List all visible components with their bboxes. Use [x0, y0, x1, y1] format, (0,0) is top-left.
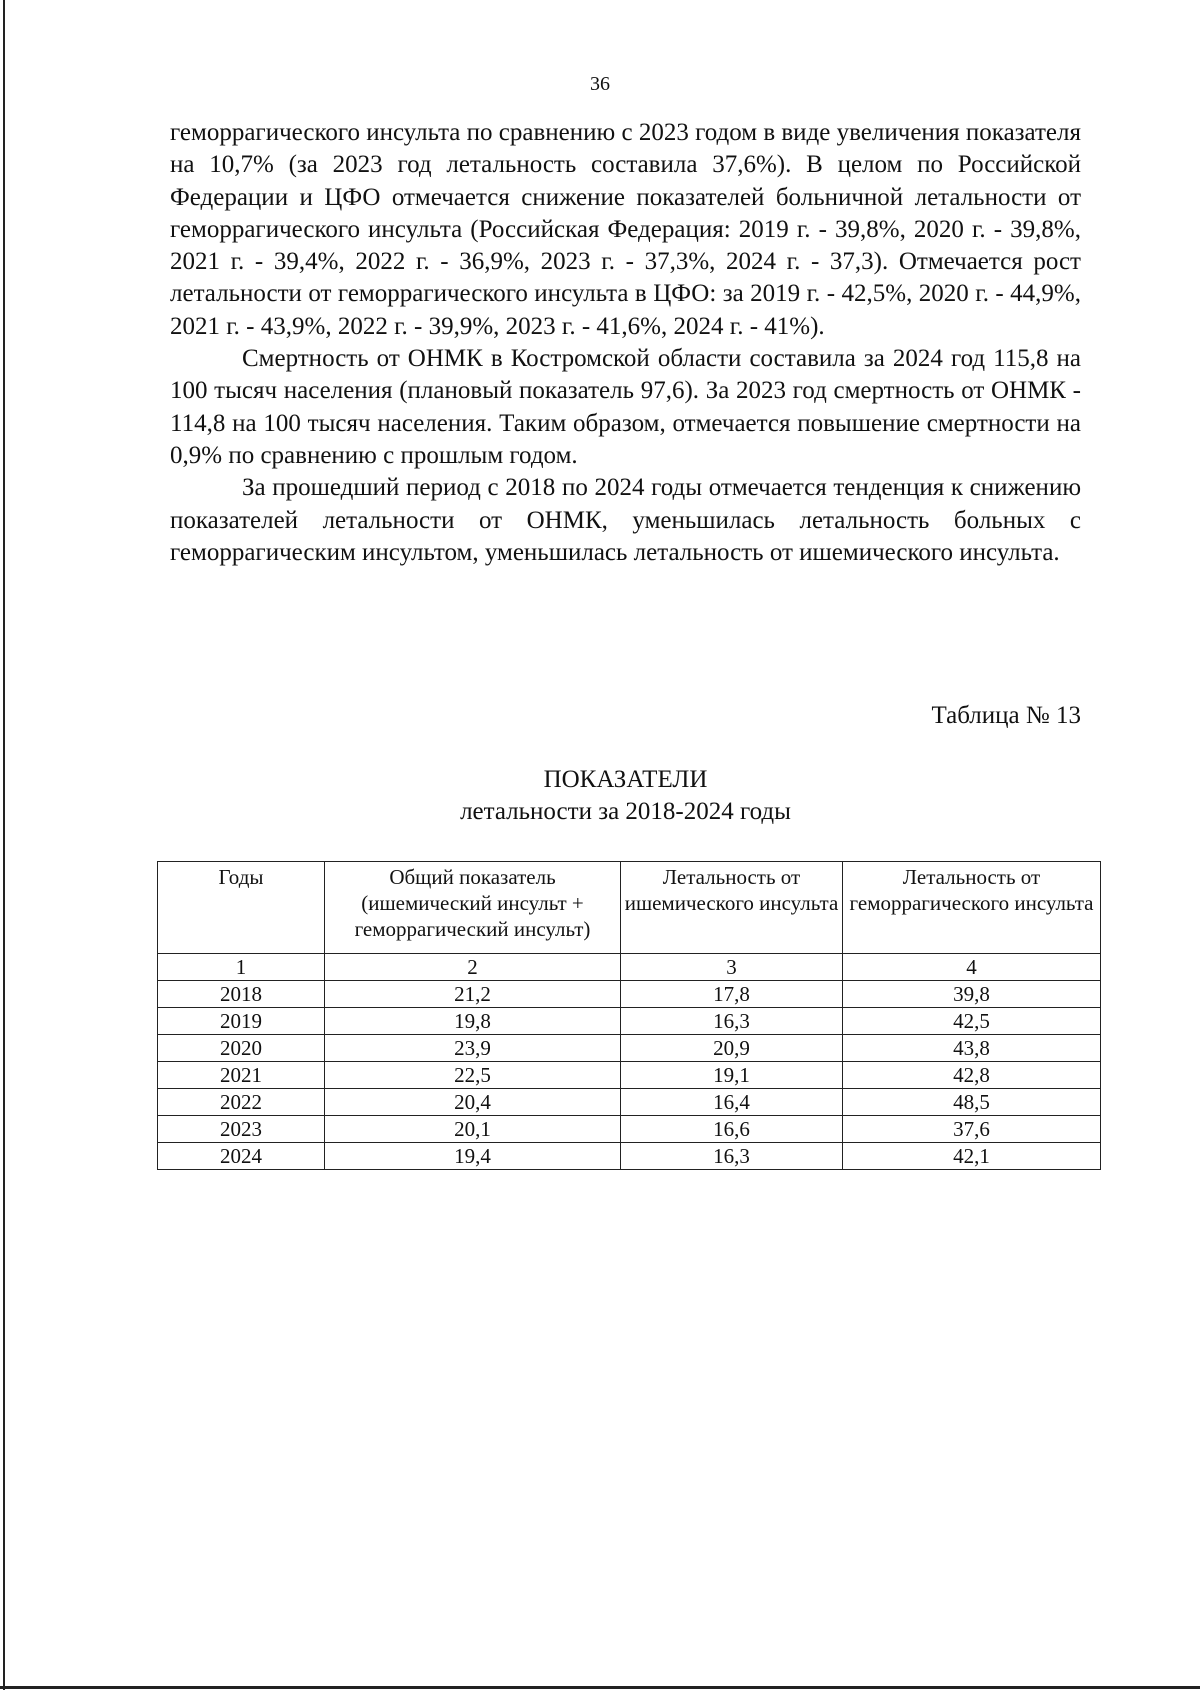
cell-ischemic: 20,9 [621, 1035, 843, 1062]
header-ischemic: Летальность от ишемического инсульта [621, 862, 843, 954]
body-text [170, 117, 1081, 569]
cell-ischemic: 17,8 [621, 981, 843, 1008]
cell-overall: 22,5 [325, 1062, 621, 1089]
table-subtitle: летальности за 2018-2024 годы [460, 798, 791, 825]
cell-overall: 23,9 [325, 1035, 621, 1062]
column-number-row [158, 954, 1101, 981]
paragraph-mortality: Смертность от ОНМК в Костромской области составила за 2024 год 115,8 на 100 тысяч населения (плановый показатель 97,6). За 2023 год смертность от ОНМК - 114,8 на 100 тысяч населения. Таким образом, отмечается повышение смертности на 0,9% по сравнению с прошлым годом. [170, 345, 1081, 469]
column-number: 4 [843, 954, 1101, 981]
column-number: 3 [621, 954, 843, 981]
cell-year: 2022 [158, 1089, 325, 1116]
column-number: 1 [158, 954, 325, 981]
cell-year: 2021 [158, 1062, 325, 1089]
page-number: 36 [590, 73, 610, 95]
cell-hemorrhagic: 42,1 [843, 1143, 1101, 1170]
table-title: ПОКАЗАТЕЛИ [543, 766, 708, 793]
column-number: 2 [325, 954, 621, 981]
table-row [158, 1008, 1101, 1035]
cell-year: 2024 [158, 1143, 325, 1170]
cell-year: 2018 [158, 981, 325, 1008]
cell-ischemic: 16,6 [621, 1116, 843, 1143]
cell-ischemic: 19,1 [621, 1062, 843, 1089]
scan-edge-left [3, 0, 5, 1690]
cell-ischemic: 16,4 [621, 1089, 843, 1116]
cell-overall: 20,4 [325, 1089, 621, 1116]
cell-ischemic: 16,3 [621, 1143, 843, 1170]
header-overall: Общий показатель (ишемический инсульт + геморрагический инсульт) [325, 862, 621, 954]
cell-hemorrhagic: 48,5 [843, 1089, 1101, 1116]
header-hemorrhagic: Летальность от геморрагического инсульта [843, 862, 1101, 954]
cell-hemorrhagic: 39,8 [843, 981, 1101, 1008]
cell-overall: 19,8 [325, 1008, 621, 1035]
scan-edge-bottom [0, 1686, 1200, 1689]
paragraph-continuation: геморрагического инсульта по сравнению с 2023 годом в виде увеличения показателя на 10,7% (за 2023 год летальность составила 37,6%). В целом по Российской Федерации и ЦФО отмечается снижение показателей больничной летальности от геморрагического инсульта (Российская Федерация: 2019 г. - 39,8%, 2020 г. - 39,8%, 2021 г. - 39,4%, 2022 г. - 36,9%, 2023 г. - 37,3%, 2024 г. - 37,3). Отмечается рост летальности от геморрагического инсульта в ЦФО: за 2019 г. - 42,5%, 2020 г. - 44,9%, 2021 г. - 43,9%, 2022 г. - 39,9%, 2023 г. - 41,6%, 2024 г. - 41%). [170, 119, 1081, 340]
table-row [158, 1035, 1101, 1062]
cell-overall: 20,1 [325, 1116, 621, 1143]
lethality-table [157, 861, 1101, 1170]
table-row [158, 1062, 1101, 1089]
cell-ischemic: 16,3 [621, 1008, 843, 1035]
cell-year: 2020 [158, 1035, 325, 1062]
cell-overall: 21,2 [325, 981, 621, 1008]
table-row [158, 1143, 1101, 1170]
table-row [158, 1089, 1101, 1116]
cell-year: 2023 [158, 1116, 325, 1143]
paragraph-trend: За прошедший период с 2018 по 2024 годы отмечается тенденция к снижению показателей летальности от ОНМК, уменьшилась летальность больных с геморрагическим инсультом, уменьшилась летальность от ишемического инсульта. [170, 474, 1081, 566]
cell-overall: 19,4 [325, 1143, 621, 1170]
table-number: Таблица № 13 [931, 702, 1081, 729]
header-years: Годы [158, 862, 325, 954]
table-header-row [158, 862, 1101, 954]
table-row [158, 981, 1101, 1008]
cell-hemorrhagic: 42,5 [843, 1008, 1101, 1035]
table-row [158, 1116, 1101, 1143]
cell-hemorrhagic: 42,8 [843, 1062, 1101, 1089]
cell-hemorrhagic: 37,6 [843, 1116, 1101, 1143]
cell-hemorrhagic: 43,8 [843, 1035, 1101, 1062]
cell-year: 2019 [158, 1008, 325, 1035]
